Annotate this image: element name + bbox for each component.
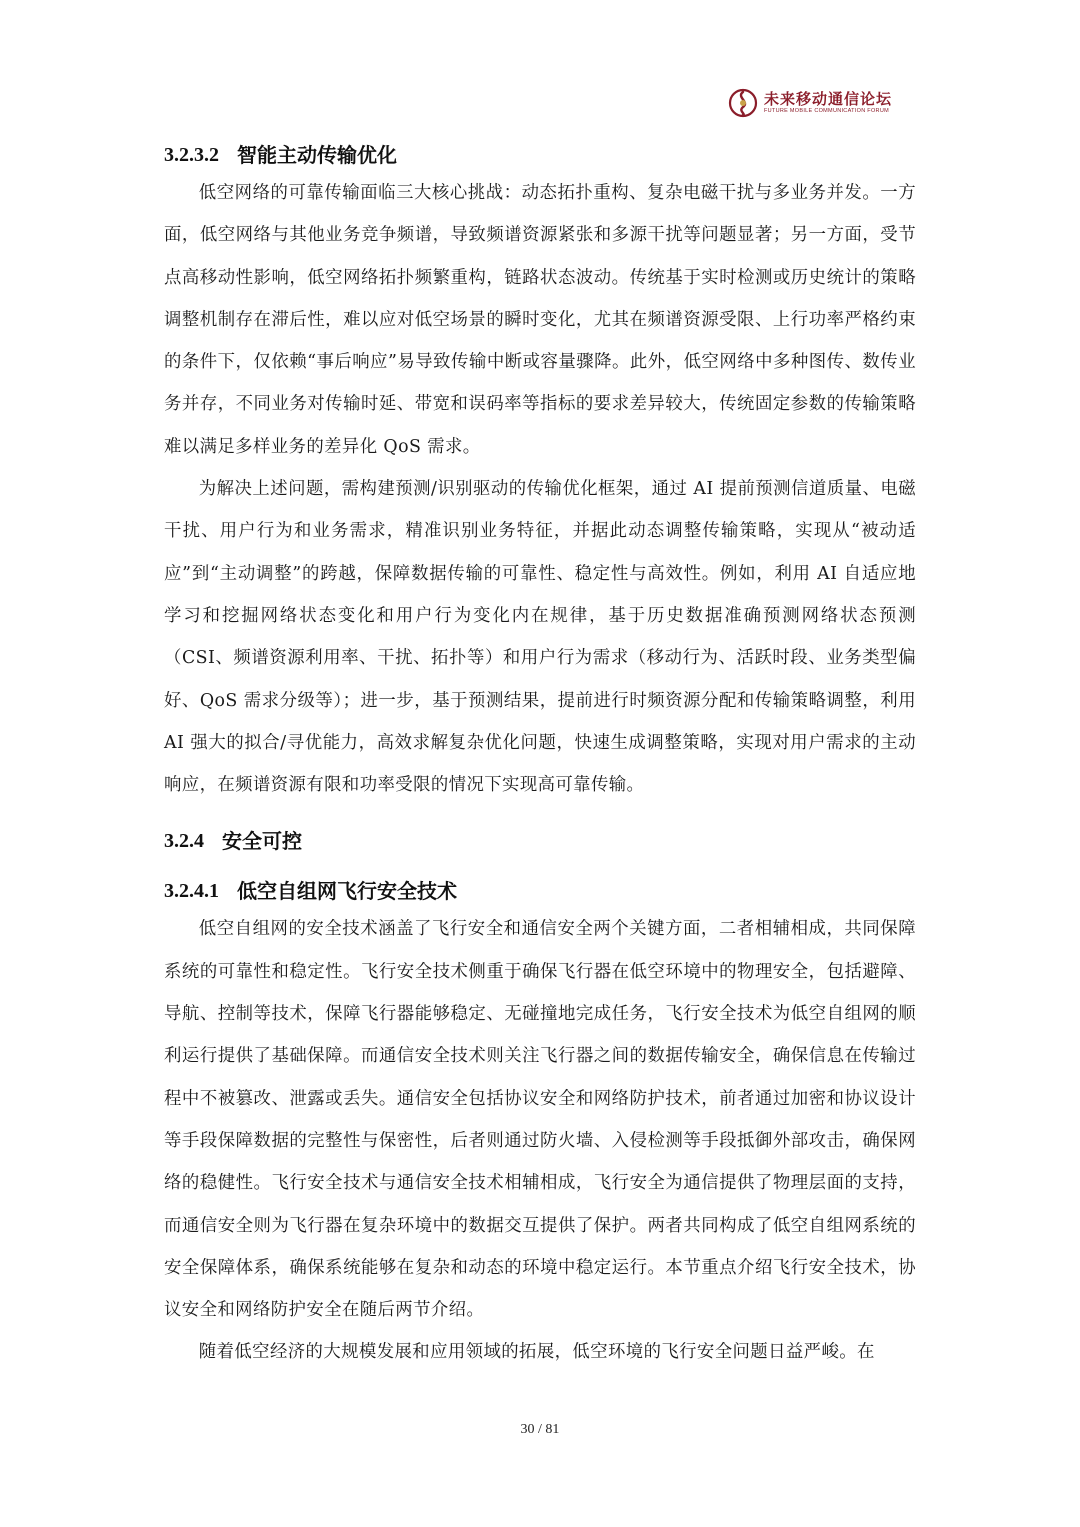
header-logo	[728, 88, 892, 118]
section-number: 3.2.4	[164, 830, 204, 853]
logo-text	[763, 89, 892, 115]
forum-logo-icon	[728, 88, 758, 118]
section-title: 智能主动传输优化	[237, 143, 397, 167]
section-number: 3.2.4.1	[164, 880, 219, 903]
section-title: 低空自组网飞行安全技术	[237, 879, 457, 904]
section-heading-3-2-4	[164, 824, 916, 858]
section-heading-3-2-3-2	[164, 138, 916, 172]
page-number: 30 / 81	[520, 1422, 560, 1437]
logo-chinese-name: 未来移动通信论坛	[763, 89, 892, 108]
section-title: 安全可控	[222, 829, 302, 854]
logo-english-name: FUTURE MOBILE COMMUNICATION FORUM	[763, 107, 889, 114]
paragraph: 低空自组网的安全技术涵盖了飞行安全和通信安全两个关键方面，二者相辅相成，共同保障系统的可靠性和稳定性。飞行安全技术侧重于确保飞行器在低空环境中的物理安全，包括避障、导航、控制等技术，保障飞行器能够稳定、无碰撞地完成任务，飞行安全技术为低空自组网的顺利运行提供了基础保障。而通信安全技术则关注飞行器之间的数据传输安全，确保信息在传输过程中不被篡改、泄露或丢失。通信安全包括协议安全和网络防护技术，前者通过加密和协议设计等手段保障数据的完整性与保密性，后者则通过防火墙、入侵检测等手段抵御外部攻击，确保网络的稳健性。飞行安全技术与通信安全技术相辅相成，飞行安全为通信提供了物理层面的支持，而通信安全则为飞行器在复杂环境中的数据交互提供了保护。两者共同构成了低空自组网系统的安全保障体系，确保系统能够在复杂和动态的环境中稳定运行。本节重点介绍飞行安全技术，协议安全和网络防护安全在随后两节介绍。	[164, 919, 916, 1321]
paragraph: 低空网络的可靠传输面临三大核心挑战：动态拓扑重构、复杂电磁干扰与多业务并发。一方面，低空网络与其他业务竞争频谱，导致频谱资源紧张和多源干扰等问题显著；另一方面，受节点高移动性影响，低空网络拓扑频繁重构，链路状态波动。传统基于实时检测或历史统计的策略调整机制存在滞后性，难以应对低空场景的瞬时变化，尤其在频谱资源受限、上行功率严格约束的条件下，仅依赖“事后响应”易导致传输中断或容量骤降。此外，低空网络中多种图传、数传业务并存，不同业务对传输时延、带宽和误码率等指标的要求差异较大，传统固定参数的传输策略难以满足多样业务的差异化 QoS 需求。	[164, 183, 916, 457]
paragraph: 随着低空经济的大规模发展和应用领域的拓展，低空环境的飞行安全问题日益严峻。在	[198, 1342, 875, 1363]
document-body	[164, 138, 916, 1374]
section-number: 3.2.3.2	[164, 144, 219, 166]
section-heading-3-2-4-1	[164, 874, 916, 908]
paragraph: 为解决上述问题，需构建预测/识别驱动的传输优化框架，通过 AI 提前预测信道质量、电磁干扰、用户行为和业务需求，精准识别业务特征，并据此动态调整传输策略，实现从“被动适应”到“主动调整”的跨越，保障数据传输的可靠性、稳定性与高效性。例如，利用 AI 自适应地学习和挖掘网络状态变化和用户行为变化内在规律，基于历史数据准确预测网络状态预测（CSI、频谱资源利用率、干扰、拓扑等）和用户行为需求（移动行为、活跃时段、业务类型偏好、QoS 需求分级等）；进一步，基于预测结果，提前进行时频资源分配和传输策略调整，利用 AI 强大的拟合/寻优能力，高效求解复杂优化问题，快速生成调整策略，实现对用户需求的主动响应，在频谱资源有限和功率受限的情况下实现高可靠传输。	[164, 479, 916, 796]
